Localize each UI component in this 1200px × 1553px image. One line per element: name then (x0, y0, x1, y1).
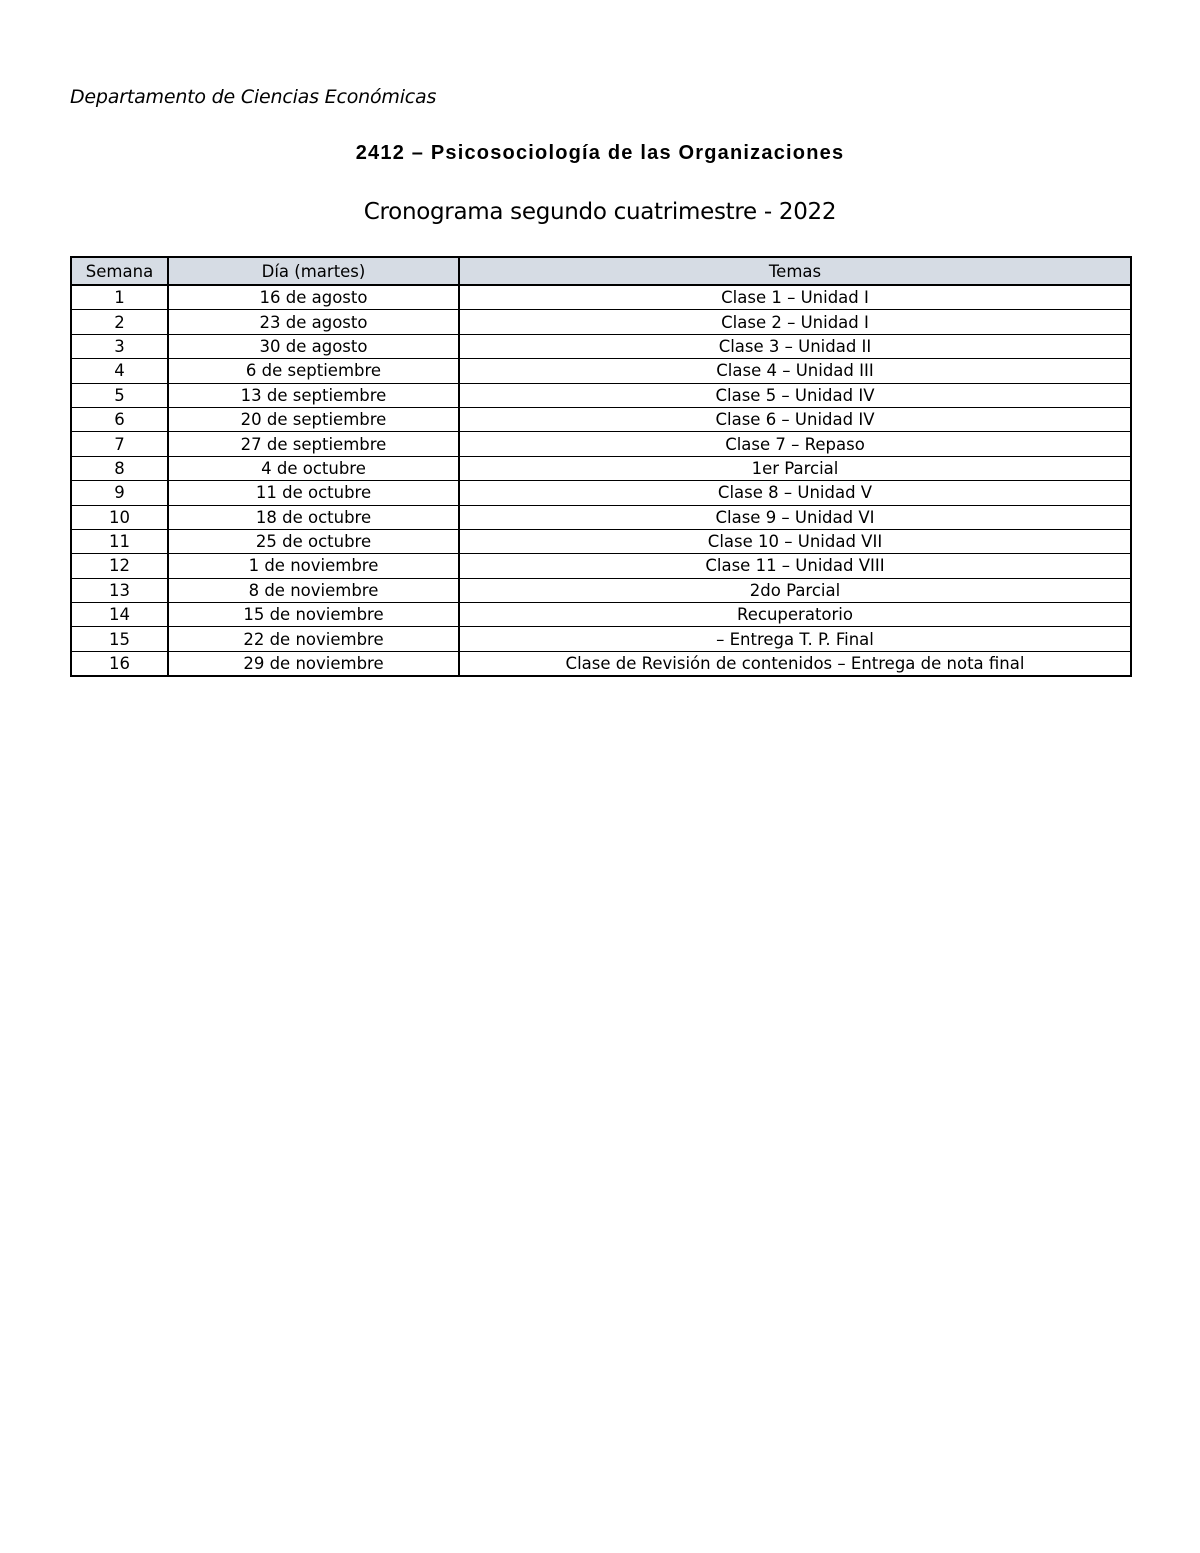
topic-cell: Clase 10 – Unidad VII (459, 529, 1131, 553)
topic-cell: Clase 7 – Repaso (459, 432, 1131, 456)
table-row (71, 578, 1131, 602)
week-cell: 13 (71, 578, 168, 602)
day-cell: 11 de octubre (168, 481, 459, 505)
column-header-topics: Temas (459, 257, 1131, 285)
day-cell: 27 de septiembre (168, 432, 459, 456)
table-row (71, 627, 1131, 651)
week-cell: 1 (71, 285, 168, 310)
week-cell: 14 (71, 603, 168, 627)
week-cell: 12 (71, 554, 168, 578)
table-row (71, 603, 1131, 627)
schedule-table-body (71, 285, 1131, 676)
day-cell: 18 de octubre (168, 505, 459, 529)
day-cell: 4 de octubre (168, 456, 459, 480)
topic-cell: Clase 8 – Unidad V (459, 481, 1131, 505)
table-row (71, 505, 1131, 529)
day-cell: 30 de agosto (168, 334, 459, 358)
day-cell: 8 de noviembre (168, 578, 459, 602)
week-cell: 4 (71, 359, 168, 383)
day-cell: 23 de agosto (168, 310, 459, 334)
course-title: 2412 – Psicosociología de las Organizaciones (355, 142, 845, 164)
topic-cell: – Entrega T. P. Final (459, 627, 1131, 651)
table-row (71, 481, 1131, 505)
week-cell: 6 (71, 407, 168, 431)
topic-cell: Clase 5 – Unidad IV (459, 383, 1131, 407)
table-row (71, 310, 1131, 334)
table-row (71, 285, 1131, 310)
week-cell: 2 (71, 310, 168, 334)
topic-cell: Clase 11 – Unidad VIII (459, 554, 1131, 578)
table-row (71, 359, 1131, 383)
table-row (71, 334, 1131, 358)
table-row (71, 529, 1131, 553)
topic-cell: Clase 6 – Unidad IV (459, 407, 1131, 431)
topic-cell: 1er Parcial (459, 456, 1131, 480)
table-row (71, 651, 1131, 676)
topic-cell: Clase de Revisión de contenidos – Entrega de nota final (459, 651, 1131, 676)
day-cell: 25 de octubre (168, 529, 459, 553)
day-cell: 29 de noviembre (168, 651, 459, 676)
topic-cell: 2do Parcial (459, 578, 1131, 602)
day-cell: 13 de septiembre (168, 383, 459, 407)
schedule-subtitle: Cronograma segundo cuatrimestre - 2022 (363, 199, 837, 225)
topic-cell: Clase 9 – Unidad VI (459, 505, 1131, 529)
department-heading: Departamento de Ciencias Económicas (70, 86, 437, 108)
day-cell: 20 de septiembre (168, 407, 459, 431)
topic-cell: Clase 1 – Unidad I (459, 285, 1131, 310)
table-row (71, 456, 1131, 480)
table-header-row (71, 257, 1131, 285)
day-cell: 16 de agosto (168, 285, 459, 310)
week-cell: 15 (71, 627, 168, 651)
week-cell: 3 (71, 334, 168, 358)
column-header-week: Semana (71, 257, 168, 285)
week-cell: 10 (71, 505, 168, 529)
week-cell: 7 (71, 432, 168, 456)
day-cell: 1 de noviembre (168, 554, 459, 578)
schedule-table (70, 256, 1132, 677)
column-header-day: Día (martes) (168, 257, 459, 285)
table-row (71, 407, 1131, 431)
day-cell: 6 de septiembre (168, 359, 459, 383)
topic-cell: Clase 2 – Unidad I (459, 310, 1131, 334)
week-cell: 9 (71, 481, 168, 505)
week-cell: 16 (71, 651, 168, 676)
table-row (71, 554, 1131, 578)
week-cell: 8 (71, 456, 168, 480)
topic-cell: Clase 4 – Unidad III (459, 359, 1131, 383)
week-cell: 11 (71, 529, 168, 553)
day-cell: 22 de noviembre (168, 627, 459, 651)
week-cell: 5 (71, 383, 168, 407)
topic-cell: Recuperatorio (459, 603, 1131, 627)
table-row (71, 432, 1131, 456)
table-row (71, 383, 1131, 407)
topic-cell: Clase 3 – Unidad II (459, 334, 1131, 358)
day-cell: 15 de noviembre (168, 603, 459, 627)
